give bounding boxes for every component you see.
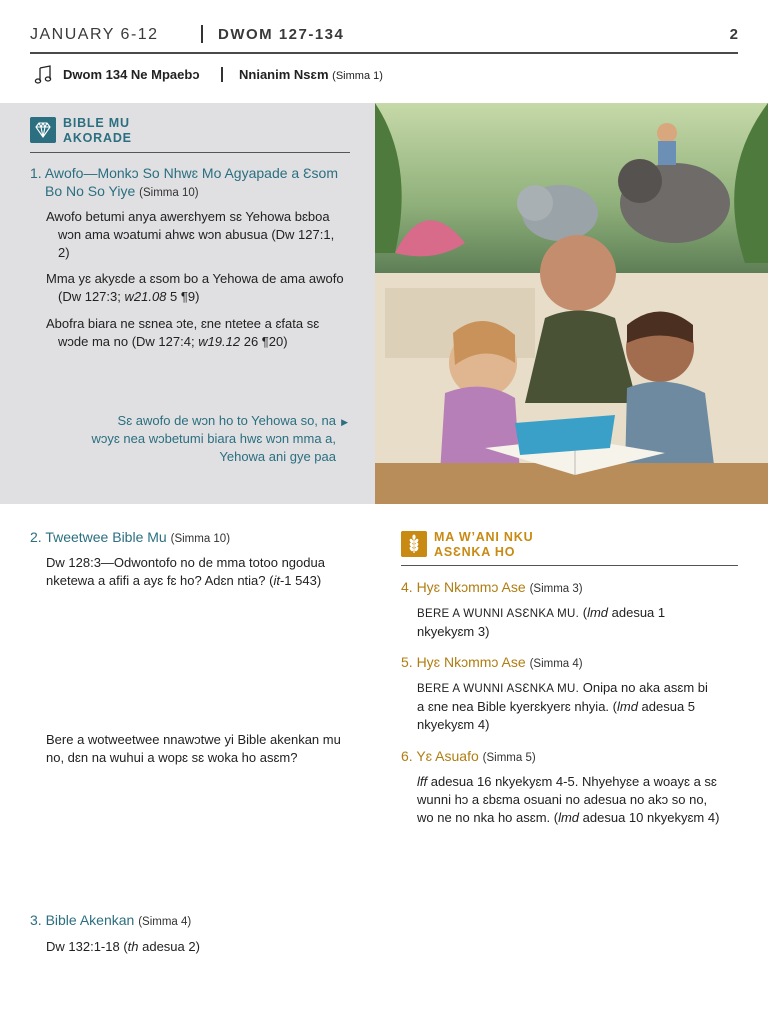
item-5: 5. Hyɛ Nkɔmmɔ Ase (Simma 4)	[401, 654, 583, 670]
song-divider	[221, 67, 223, 82]
item-3-reading: Dw 132:1-18 (th adesua 2)	[46, 939, 200, 954]
wheat-icon	[401, 531, 427, 557]
item-4-text: BERE A WUNNI ASƐNKA MU. (lmd adesua 1 nkyekyɛm 3)	[417, 605, 666, 639]
ministry-heading	[401, 528, 738, 566]
header-divider	[201, 25, 203, 43]
item-2-question: Dw 128:3—Odwontofo no de mma totoo ngodua nketewa a afifi a ayɛ fɛ ho? Adɛn ntia? (it-1 543)	[46, 555, 325, 588]
treasures-title: BIBLE MU AKORADE	[63, 116, 132, 145]
item-5-text: BERE A WUNNI ASƐNKA MU. Onipa no aka asɛm bi a ɛne nea Bible kyerɛkyerɛ nhyia. (lmd adesua 5 nkyekyɛm 4)	[417, 680, 708, 732]
item-6-text: lff adesua 16 nkyekyɛm 4-5. Nhyehyɛe a woayɛ a sɛ wunni hɔ a ɛbɛma osuani no adesua no akɔ so no, wo ne no nka ho asɛm. (lmd adesua 10 nkyekyɛm 4)	[417, 774, 720, 825]
gem-icon	[30, 117, 56, 143]
music-note-icon	[34, 65, 52, 85]
image-caption: Sɛ awofo de wɔn ho to Yehowa so, na wɔyɛ nea wɔbetumi biara hwɛ wɔn mma a, Yehowa ani gye paa ▶	[91, 413, 348, 464]
item-1-title: 1. Awofo—Monkɔ So Nhwɛ Mo Agyapade a Ɛsom Bo No So Yiye (Simma 10)	[30, 165, 338, 199]
ministry-title: MA W’ANI NKU ASƐNKA HO	[434, 530, 534, 559]
item-2: 2. Tweetwee Bible Mu (Simma 10)	[30, 529, 231, 545]
item-3: 3. Bible Akenkan (Simma 4)	[30, 912, 192, 928]
treasures-heading	[30, 115, 350, 153]
item-1-point-2: Mma yɛ akyɛde a ɛsom bo a Yehowa de ama awofo (Dw 127:3; w21.08 5 ¶9)	[46, 271, 344, 304]
item-4: 4. Hyɛ Nkɔmmɔ Ase (Simma 3)	[401, 579, 583, 595]
bible-reading-range: DWOM 127-134	[218, 26, 345, 43]
opening-comments: Nnianim Nsɛm (Simma 1)	[239, 67, 383, 82]
opening-song: Dwom 134 Ne Mpaebɔ	[63, 67, 200, 82]
item-1-point-3: Abofra biara ne sɛnea ɔte, ɛne ntetee a ɛfata sɛ wɔde ma no (Dw 127:4; w19.12 26 ¶20)	[46, 316, 320, 349]
caption-arrow-icon: ▶	[341, 417, 348, 427]
family-reading-illustration	[375, 103, 768, 504]
item-1-point-1: Awofo betumi anya awerɛhyem sɛ Yehowa bɛboa wɔn ama wɔatumi ahwɛ wɔn abusua (Dw 127:1, 2)	[46, 209, 335, 260]
song-bar	[30, 64, 738, 88]
week-date: JANUARY 6-12	[30, 26, 159, 43]
item-2-prompt: Bere a wotweetwee nnawɔtwe yi Bible akenkan mu no, dɛn na wuhui a wopɛ sɛ woka ho asɛm?	[46, 732, 341, 765]
page-header	[30, 24, 738, 54]
page-number: 2	[729, 26, 738, 43]
item-6: 6. Yɛ Asuafo (Simma 5)	[401, 748, 536, 764]
